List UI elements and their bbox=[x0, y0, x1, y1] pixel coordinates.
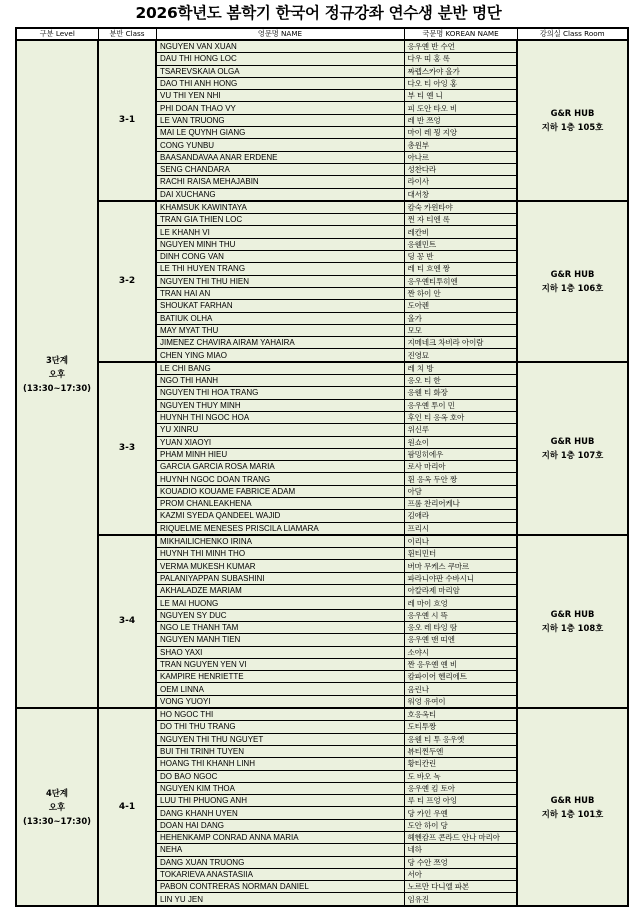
student-korean-name: 피 도안 타오 비 bbox=[404, 102, 517, 114]
student-korean-name: 뷰티찐두엔 bbox=[404, 745, 517, 757]
student-korean-name: 레 마이 흐엉 bbox=[404, 597, 517, 609]
student-korean-name: 다오 티 아잉 홍 bbox=[404, 77, 517, 89]
student-name: GARCIA GARCIA ROSA MARIA bbox=[156, 461, 404, 473]
student-name: KAMPIRE HENRIETTE bbox=[156, 671, 404, 683]
student-korean-name: 캄숙 카윈타야 bbox=[404, 201, 517, 214]
student-name: MAY MYAT THU bbox=[156, 324, 404, 336]
student-korean-name: 이리나 bbox=[404, 535, 517, 548]
student-korean-name: 진영묘 bbox=[404, 349, 517, 362]
student-korean-name: 캄파이어 헨리에트 bbox=[404, 671, 517, 683]
room-room-line2: 지하 1층 108호 bbox=[541, 623, 604, 634]
student-name: NGUYEN MINH THU bbox=[156, 238, 404, 250]
student-korean-name: 도 바오 녹 bbox=[404, 770, 517, 782]
student-korean-name: 다우 띠 홍 록 bbox=[404, 53, 517, 65]
student-name: VONG YUOYI bbox=[156, 695, 404, 708]
student-name: NGUYEN THI HOA TRANG bbox=[156, 387, 404, 399]
student-korean-name: 올가 bbox=[404, 312, 517, 324]
class-roster-table bbox=[15, 27, 629, 907]
student-name: NGUYEN VAN XUAN bbox=[156, 40, 404, 53]
room-cell bbox=[517, 708, 628, 906]
student-name: PHI DOAN THAO VY bbox=[156, 102, 404, 114]
student-korean-name: 임유진 bbox=[404, 893, 517, 906]
student-korean-name: 응우옌 반 수언 bbox=[404, 40, 517, 53]
student-korean-name: 응우옌 투이 민 bbox=[404, 399, 517, 411]
student-name: MIKHAILICHENKO IRINA bbox=[156, 535, 404, 548]
header-korean-name: 국문명 KOREAN NAME bbox=[404, 28, 517, 40]
student-korean-name: 레 티 흐엔 짱 bbox=[404, 263, 517, 275]
room-cell bbox=[517, 535, 628, 708]
table-row bbox=[16, 708, 628, 721]
student-name: NGUYEN MANH TIEN bbox=[156, 634, 404, 646]
student-korean-name: 지메네크 차비라 아이람 bbox=[404, 337, 517, 349]
student-korean-name: 응우옌티투히엔 bbox=[404, 275, 517, 287]
student-korean-name: 팜밍히에우 bbox=[404, 448, 517, 460]
student-name: RACHI RAISA MEHAJABIN bbox=[156, 176, 404, 188]
student-name: DAO THI ANH HONG bbox=[156, 77, 404, 89]
table-row bbox=[16, 40, 628, 53]
table-row bbox=[16, 362, 628, 375]
student-korean-name: 노르만 다니엘 파본 bbox=[404, 881, 517, 893]
student-korean-name: 응오 레 타잉 땀 bbox=[404, 621, 517, 633]
student-name: NGUYEN SY DUC bbox=[156, 609, 404, 621]
student-korean-name: 아칼라제 마리암 bbox=[404, 585, 517, 597]
student-name: BUI THI TRINH TUYEN bbox=[156, 745, 404, 757]
student-name: KHAMSUK KAWINTAYA bbox=[156, 201, 404, 214]
student-korean-name: 응우옌 맨 띠엔 bbox=[404, 634, 517, 646]
student-name: PROM CHANLEAKHENA bbox=[156, 497, 404, 509]
student-korean-name: 짠 하이 안 bbox=[404, 287, 517, 299]
student-name: PHAM MINH HIEU bbox=[156, 448, 404, 460]
student-name: TOKARIEVA ANASTASIIA bbox=[156, 868, 404, 880]
student-name: NEHA bbox=[156, 844, 404, 856]
student-korean-name: 쩐 자 티엔 록 bbox=[404, 214, 517, 226]
student-name: HUYNH THI MINH THO bbox=[156, 548, 404, 560]
student-korean-name: 응웬 티 화장 bbox=[404, 387, 517, 399]
student-name: NGUYEN THI THU HIEN bbox=[156, 275, 404, 287]
level-line2: 오후 bbox=[48, 369, 66, 380]
student-name: OEM LINNA bbox=[156, 683, 404, 695]
student-korean-name: 아담 bbox=[404, 485, 517, 497]
room-room-line1: G&R HUB bbox=[550, 436, 595, 447]
student-korean-name: 도아렌 bbox=[404, 300, 517, 312]
student-name: HEHENKAMP CONRAD ANNA MARIA bbox=[156, 832, 404, 844]
student-korean-name: 위신루 bbox=[404, 424, 517, 436]
room-cell bbox=[517, 362, 628, 535]
level-line3: (13:30~17:30) bbox=[23, 383, 91, 394]
student-korean-name: 옴린나 bbox=[404, 683, 517, 695]
student-korean-name: 부 티 옌 니 bbox=[404, 90, 517, 102]
table-header-row bbox=[16, 28, 628, 40]
student-korean-name: 황티칸린 bbox=[404, 758, 517, 770]
student-name: AKHALADZE MARIAM bbox=[156, 585, 404, 597]
student-name: TRAN HAI AN bbox=[156, 287, 404, 299]
student-korean-name: 응우옌 시 뜩 bbox=[404, 609, 517, 621]
student-korean-name: 짜렙스카야 올가 bbox=[404, 65, 517, 77]
student-korean-name: 휜 응옥 두안 짱 bbox=[404, 473, 517, 485]
student-name: NGO LE THANH TAM bbox=[156, 621, 404, 633]
student-korean-name: 네하 bbox=[404, 844, 517, 856]
student-korean-name: 총윈부 bbox=[404, 139, 517, 151]
student-korean-name: 레 반 쯔엉 bbox=[404, 114, 517, 126]
student-korean-name: 프리시 bbox=[404, 522, 517, 535]
student-korean-name: 응오 티 한 bbox=[404, 375, 517, 387]
student-name: JIMENEZ CHAVIRA AIRAM YAHAIRA bbox=[156, 337, 404, 349]
student-name: SHOUKAT FARHAN bbox=[156, 300, 404, 312]
level-cell bbox=[16, 708, 98, 906]
student-name: KOUADIO KOUAME FABRICE ADAM bbox=[156, 485, 404, 497]
student-name: RIQUELME MENESES PRISCILA LIAMARA bbox=[156, 522, 404, 535]
header-name: 영문명 NAME bbox=[156, 28, 404, 40]
student-korean-name: 레 치 방 bbox=[404, 362, 517, 375]
student-name: HO NGOC THI bbox=[156, 708, 404, 721]
student-name: TSAREVSKAIA OLGA bbox=[156, 65, 404, 77]
student-name: NGO THI HANH bbox=[156, 375, 404, 387]
student-name: NGUYEN THUY MINH bbox=[156, 399, 404, 411]
student-name: LE VAN TRUONG bbox=[156, 114, 404, 126]
student-korean-name: 딩 꽁 반 bbox=[404, 251, 517, 263]
student-name: LE KHANH VI bbox=[156, 226, 404, 238]
student-korean-name: 파라니야판 수바시니 bbox=[404, 572, 517, 584]
student-name: KAZMI SYEDA QANDEEL WAJID bbox=[156, 510, 404, 522]
header-class: 분반 Class bbox=[98, 28, 156, 40]
student-korean-name: 헤헨캄프 콘라드 안나 마리아 bbox=[404, 832, 517, 844]
student-name: DAI XUCHANG bbox=[156, 188, 404, 201]
student-name: CONG YUNBU bbox=[156, 139, 404, 151]
student-korean-name: 버마 무케스 쿠마르 bbox=[404, 560, 517, 572]
student-korean-name: 당 카인 우옌 bbox=[404, 807, 517, 819]
header-room: 강의실 Class Room bbox=[517, 28, 628, 40]
student-korean-name: 모모 bbox=[404, 324, 517, 336]
student-name: TRAN NGUYEN YEN VI bbox=[156, 658, 404, 670]
student-name: HUYNH NGOC DOAN TRANG bbox=[156, 473, 404, 485]
student-name: YU XINRU bbox=[156, 424, 404, 436]
class-cell: 3-2 bbox=[98, 201, 156, 362]
student-name: HUYNH THI NGOC HOA bbox=[156, 411, 404, 423]
student-korean-name: 서아 bbox=[404, 868, 517, 880]
student-name: DO THI THU TRANG bbox=[156, 721, 404, 733]
document-title: 2026학년도 봄학기 한국어 정규강좌 연수생 분반 명단 bbox=[135, 4, 502, 22]
student-korean-name: 대서창 bbox=[404, 188, 517, 201]
student-name: PALANIYAPPAN SUBASHINI bbox=[156, 572, 404, 584]
room-cell bbox=[517, 40, 628, 201]
student-name: VU THI YEN NHI bbox=[156, 90, 404, 102]
roster-body bbox=[16, 40, 628, 906]
student-name: BATIUK OLHA bbox=[156, 312, 404, 324]
student-name: TRAN GIA THIEN LOC bbox=[156, 214, 404, 226]
student-name: VERMA MUKESH KUMAR bbox=[156, 560, 404, 572]
student-name: DANG XUAN TRUONG bbox=[156, 856, 404, 868]
student-korean-name: 도안 하이 당 bbox=[404, 819, 517, 831]
student-name: SENG CHANDARA bbox=[156, 163, 404, 175]
table-row bbox=[16, 535, 628, 548]
student-name: DOAN HAI DANG bbox=[156, 819, 404, 831]
student-korean-name: 소야시 bbox=[404, 646, 517, 658]
header-level: 구분 Level bbox=[16, 28, 98, 40]
level-line1: 3단계 bbox=[45, 355, 68, 366]
student-korean-name: 성찬다라 bbox=[404, 163, 517, 175]
student-name: NGUYEN THI THU NGUYET bbox=[156, 733, 404, 745]
student-name: LE CHI BANG bbox=[156, 362, 404, 375]
student-korean-name: 라이사 bbox=[404, 176, 517, 188]
student-korean-name: 마이 레 꾕 지앙 bbox=[404, 127, 517, 139]
student-name: CHEN YING MIAO bbox=[156, 349, 404, 362]
student-korean-name: 휜티민터 bbox=[404, 548, 517, 560]
student-name: LE MAI HUONG bbox=[156, 597, 404, 609]
level-line2: 오후 bbox=[48, 801, 66, 812]
room-room-line1: G&R HUB bbox=[550, 108, 595, 119]
room-room-line1: G&R HUB bbox=[550, 794, 595, 805]
student-korean-name: 호응옥티 bbox=[404, 708, 517, 721]
room-room-line2: 지하 1층 106호 bbox=[541, 283, 604, 294]
student-korean-name: 도티투짱 bbox=[404, 721, 517, 733]
room-room-line1: G&R HUB bbox=[550, 609, 595, 620]
student-name: BAASANDAVAA ANAR ERDENE bbox=[156, 151, 404, 163]
level-line1: 4단계 bbox=[45, 787, 68, 798]
student-name: LUU THI PHUONG ANH bbox=[156, 795, 404, 807]
student-name: HOANG THI KHANH LINH bbox=[156, 758, 404, 770]
room-room-line2: 지하 1층 101호 bbox=[541, 808, 604, 819]
student-korean-name: 아나르 bbox=[404, 151, 517, 163]
student-korean-name: 응웬민트 bbox=[404, 238, 517, 250]
student-korean-name: 후인 티 응옥 호아 bbox=[404, 411, 517, 423]
student-name: YUAN XIAOYI bbox=[156, 436, 404, 448]
student-name: PABON CONTRERAS NORMAN DANIEL bbox=[156, 881, 404, 893]
student-korean-name: 응웬 티 투 응우옛 bbox=[404, 733, 517, 745]
student-korean-name: 김애라 bbox=[404, 510, 517, 522]
student-korean-name: 레칸비 bbox=[404, 226, 517, 238]
table-row bbox=[16, 201, 628, 214]
room-room-line2: 지하 1층 105호 bbox=[541, 122, 604, 133]
student-korean-name: 로사 마리아 bbox=[404, 461, 517, 473]
student-korean-name: 원쇼이 bbox=[404, 436, 517, 448]
student-name: LIN YU JEN bbox=[156, 893, 404, 906]
room-cell bbox=[517, 201, 628, 362]
student-korean-name: 응우옌 킴 토아 bbox=[404, 782, 517, 794]
student-name: MAI LE QUYNH GIANG bbox=[156, 127, 404, 139]
student-korean-name: 당 수안 쯔엉 bbox=[404, 856, 517, 868]
student-name: DINH CONG VAN bbox=[156, 251, 404, 263]
student-name: DO BAO NGOC bbox=[156, 770, 404, 782]
student-name: LE THI HUYEN TRANG bbox=[156, 263, 404, 275]
room-room-line2: 지하 1층 107호 bbox=[541, 450, 604, 461]
class-cell: 3-1 bbox=[98, 40, 156, 201]
student-korean-name: 루 티 프엉 아잉 bbox=[404, 795, 517, 807]
level-cell bbox=[16, 40, 98, 708]
student-name: SHAO YAXI bbox=[156, 646, 404, 658]
student-korean-name: 프롬 찬리어케나 bbox=[404, 497, 517, 509]
student-name: NGUYEN KIM THOA bbox=[156, 782, 404, 794]
student-korean-name: 워엉 유여이 bbox=[404, 695, 517, 708]
class-cell: 4-1 bbox=[98, 708, 156, 906]
level-line3: (13:30~17:30) bbox=[23, 815, 91, 826]
class-cell: 3-3 bbox=[98, 362, 156, 535]
student-name: DAU THI HONG LOC bbox=[156, 53, 404, 65]
student-korean-name: 짠 응우옌 옌 비 bbox=[404, 658, 517, 670]
student-name: DANG KHANH UYEN bbox=[156, 807, 404, 819]
room-room-line1: G&R HUB bbox=[550, 269, 595, 280]
class-cell: 3-4 bbox=[98, 535, 156, 708]
